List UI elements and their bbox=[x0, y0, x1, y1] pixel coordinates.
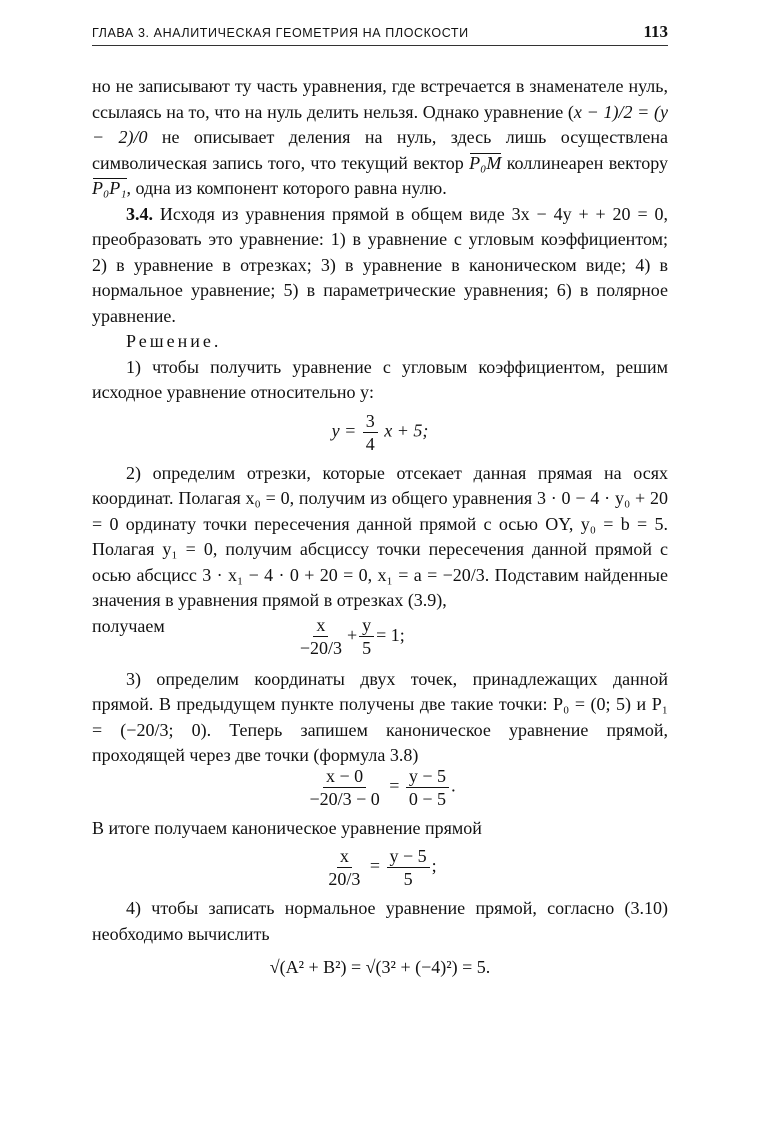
solution-label: Решение. bbox=[126, 331, 222, 351]
vector-p0p1: P₀P₁ bbox=[92, 176, 127, 202]
running-title: ГЛАВА 3. АНАЛИТИЧЕСКАЯ ГЕОМЕТРИЯ НА ПЛОСКОСТИ bbox=[92, 26, 469, 40]
canonical-formula-1: $\frac{x - 0}{-20/3 - 0}$ = $\frac{y - 5}{0 - 5}$ . bbox=[309, 765, 456, 809]
step-2-text: 2) определим отрезки, которые отсекает данная прямая на осях координат. Полагая x₀ = 0, получим из общего уравнения 3 · 0 − 4 · y₀ + 20 = 0 ординату точки пересечения данной прямой с осью OY, y₀ = b = 5. Полагая y₁ = 0, получим абсциссу точки пересечения данной прямой с осью абсцисс 3 · x₁ − 4 · 0 + 20 = 0, x₁ = a = −20/3. Подставим найденные значения в уравнения прямой в отрезках (3.9), bbox=[92, 462, 668, 610]
book-page bbox=[92, 22, 668, 987]
normalizing-formula: √(A² + B²) = √(3² + (−4)²) = 5. bbox=[269, 957, 491, 977]
task-number: 3.4. bbox=[126, 203, 153, 224]
page-header bbox=[92, 22, 668, 46]
task-statement: 3.4. Исходя из уравнения прямой в общем виде 3x − 4y + + 20 = 0, преобразовать это уравнение: 1) в уравнение с угловым коэффициентом; 2) в уравнение в отрезках; 3) в уравнение в каноническом виде; 4) в нормальное уравнение; 5) в параметрические уравнения; 6) в полярное уравнение. bbox=[92, 203, 668, 326]
step-4-text: 4) чтобы записать нормальное уравнение прямой, согласно (3.10) необходимо вычислить bbox=[92, 898, 668, 944]
page-body bbox=[92, 74, 668, 981]
step-3-text: 3) определим координаты двух точек, принадлежащих данной прямой. В предыдущем пункте получены две такие точки: P₀ = (0; 5) и P₁ = (−20/3; 0). Теперь запишем каноническое уравнение прямой, проходящей через две точки (формула 3.8) bbox=[92, 668, 668, 765]
paragraph-continuation: но не записывают ту часть уравнения, где встречается в знаменателе нуль, ссылаясь на то, что на нуль делить нельзя. Однако уравнение (x − 1)/2 = (y − 2)/0 не описывает деления на нуль, здесь лишь осуществлена символическая запись того, что текущий вектор P₀M коллинеарен вектору P₀P₁, одна из компонент которого равна нулю. bbox=[92, 74, 668, 202]
slope-formula: y = $\frac{3}{4}$ x + 5; bbox=[331, 410, 429, 454]
canonical-formula-2: $\frac{x}{20/3}$ = $\frac{y - 5}{5}$ ; bbox=[328, 846, 437, 889]
intercept-formula-line: получаем $\frac{x}{-20/3}$ + $\frac{y}{5}$ = 1; bbox=[92, 614, 405, 658]
page-number: 113 bbox=[643, 22, 668, 41]
canonical-result-text: В итоге получаем каноническое уравнение прямой bbox=[92, 817, 482, 838]
vector-p0m: P₀M bbox=[469, 151, 501, 177]
step-1-text: 1) чтобы получить уравнение с угловым коэффициентом, решим исходное уравнение относительно y: bbox=[92, 356, 668, 402]
